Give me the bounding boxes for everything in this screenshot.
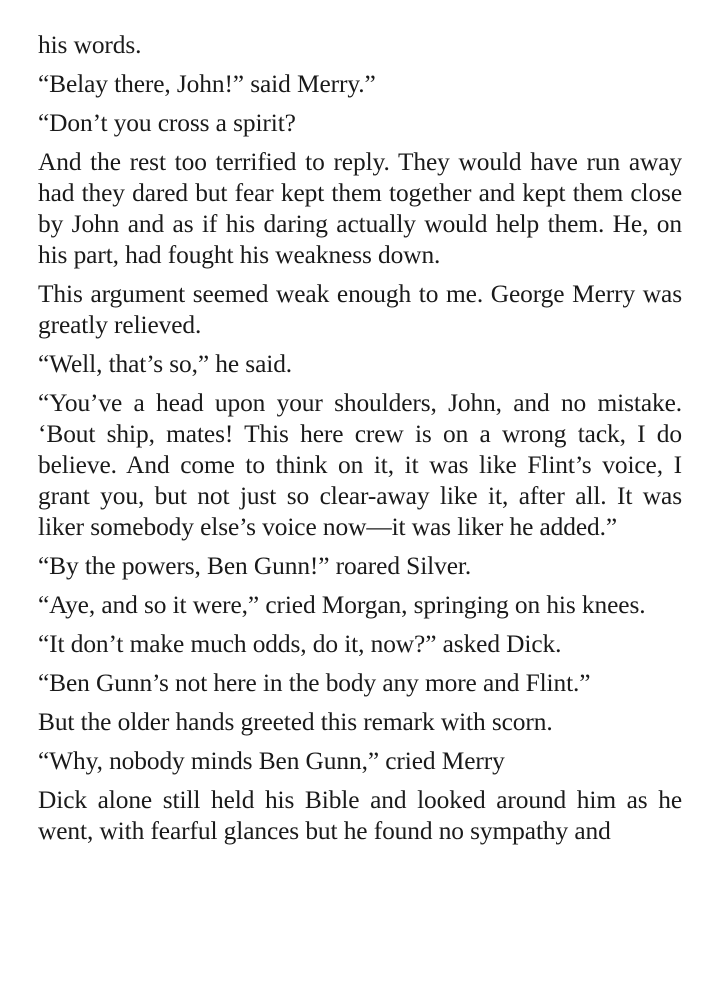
paragraph: “By the powers, Ben Gunn!” roared Silver. [38, 552, 472, 580]
paragraph: But the older hands greeted this remark with scorn. [38, 708, 553, 736]
paragraph: “Ben Gunn’s not here in the body any more and Flint.” [38, 669, 591, 697]
paragraph: And the rest too terrified to reply. They would have run away had they dared but fear kept them together and kept them close by John and as if his daring actually would help them. He, on his part, had fought his weakness down. [38, 148, 682, 269]
paragraph: This argument seemed weak enough to me. George Merry was greatly relieved. [38, 280, 682, 339]
paragraph: “Belay there, John!” said Merry.” [38, 70, 376, 98]
paragraph: his words. [38, 31, 142, 59]
paragraph: “It don’t make much odds, do it, now?” asked Dick. [38, 630, 562, 658]
paragraph: “Why, nobody minds Ben Gunn,” cried Merry [38, 747, 505, 775]
paragraph: “Don’t you cross a spirit? [38, 109, 296, 137]
paragraph: “Well, that’s so,” he said. [38, 350, 293, 378]
paragraph: “Aye, and so it were,” cried Morgan, springing on his knees. [38, 591, 646, 619]
paragraph: Dick alone still held his Bible and looked around him as he went, with fearful glances but he found no sympathy and [38, 786, 682, 845]
paragraph: “You’ve a head upon your shoulders, John, and no mistake. ‘Bout ship, mates! This here crew is on a wrong tack, I do believe. And come to think on it, it was like Flint’s voice, I grant you, but not just so clear-away like it, after all. It was liker somebody else’s voice now—it was liker he added.” [38, 389, 682, 541]
